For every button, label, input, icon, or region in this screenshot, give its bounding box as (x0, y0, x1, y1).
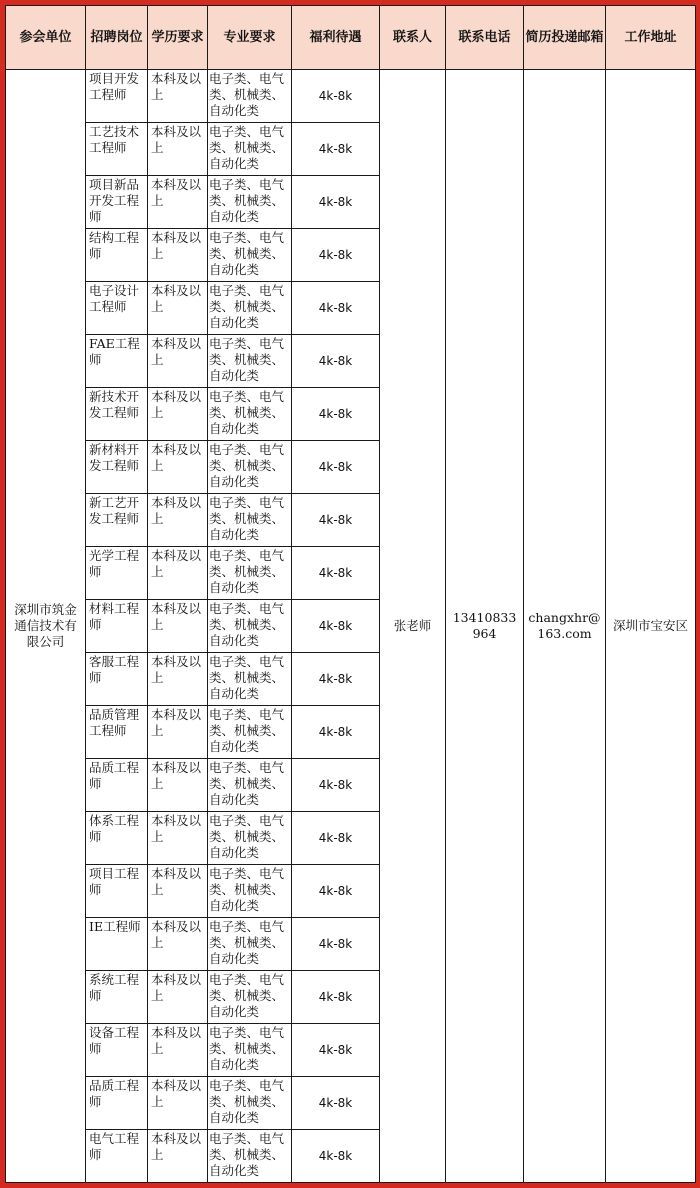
salary-cell: 4k-8k (292, 918, 380, 971)
position-cell: 材料工程师 (86, 600, 148, 653)
education-cell: 本科及以上 (148, 1077, 208, 1130)
major-cell: 电子类、电气类、机械类、自动化类 (208, 865, 292, 918)
salary-cell: 4k-8k (292, 812, 380, 865)
header-email: 简历投递邮箱 (524, 6, 606, 70)
page-frame (5, 5, 695, 1183)
major-cell: 电子类、电气类、机械类、自动化类 (208, 282, 292, 335)
header-contact: 联系人 (380, 6, 446, 70)
major-cell: 电子类、电气类、机械类、自动化类 (208, 494, 292, 547)
education-cell: 本科及以上 (148, 759, 208, 812)
major-cell: 电子类、电气类、机械类、自动化类 (208, 547, 292, 600)
major-cell: 电子类、电气类、机械类、自动化类 (208, 653, 292, 706)
education-cell: 本科及以上 (148, 388, 208, 441)
salary-cell: 4k-8k (292, 335, 380, 388)
header-salary: 福利待遇 (292, 6, 380, 70)
education-cell: 本科及以上 (148, 1130, 208, 1183)
salary-cell: 4k-8k (292, 706, 380, 759)
education-cell: 本科及以上 (148, 653, 208, 706)
education-cell: 本科及以上 (148, 812, 208, 865)
salary-cell: 4k-8k (292, 388, 380, 441)
major-cell: 电子类、电气类、机械类、自动化类 (208, 971, 292, 1024)
email-cell: changxhr@163.com (524, 70, 606, 1183)
major-cell: 电子类、电气类、机械类、自动化类 (208, 600, 292, 653)
position-cell: FAE工程师 (86, 335, 148, 388)
header-address: 工作地址 (606, 6, 696, 70)
recruitment-table (5, 5, 696, 1183)
position-cell: 客服工程师 (86, 653, 148, 706)
salary-cell: 4k-8k (292, 70, 380, 123)
major-cell: 电子类、电气类、机械类、自动化类 (208, 123, 292, 176)
position-cell: 新材料开发工程师 (86, 441, 148, 494)
salary-cell: 4k-8k (292, 123, 380, 176)
job-table-body (6, 70, 696, 1183)
header-education: 学历要求 (148, 6, 208, 70)
table-row (6, 70, 696, 123)
major-cell: 电子类、电气类、机械类、自动化类 (208, 441, 292, 494)
position-cell: 品质管理工程师 (86, 706, 148, 759)
major-cell: 电子类、电气类、机械类、自动化类 (208, 388, 292, 441)
major-cell: 电子类、电气类、机械类、自动化类 (208, 706, 292, 759)
major-cell: 电子类、电气类、机械类、自动化类 (208, 1024, 292, 1077)
position-cell: 电气工程师 (86, 1130, 148, 1183)
position-cell: 系统工程师 (86, 971, 148, 1024)
position-cell: 项目新品开发工程师 (86, 176, 148, 229)
major-cell: 电子类、电气类、机械类、自动化类 (208, 918, 292, 971)
education-cell: 本科及以上 (148, 706, 208, 759)
header-major: 专业要求 (208, 6, 292, 70)
major-cell: 电子类、电气类、机械类、自动化类 (208, 1130, 292, 1183)
salary-cell: 4k-8k (292, 441, 380, 494)
position-cell: 光学工程师 (86, 547, 148, 600)
major-cell: 电子类、电气类、机械类、自动化类 (208, 176, 292, 229)
salary-cell: 4k-8k (292, 971, 380, 1024)
salary-cell: 4k-8k (292, 282, 380, 335)
header-company: 参会单位 (6, 6, 86, 70)
education-cell: 本科及以上 (148, 335, 208, 388)
salary-cell: 4k-8k (292, 229, 380, 282)
position-cell: 工艺技术工程师 (86, 123, 148, 176)
position-cell: 新工艺开发工程师 (86, 494, 148, 547)
education-cell: 本科及以上 (148, 918, 208, 971)
company-cell: 深圳市筑金通信技术有限公司 (6, 70, 86, 1183)
education-cell: 本科及以上 (148, 600, 208, 653)
phone-cell: 13410833964 (446, 70, 524, 1183)
header-phone: 联系电话 (446, 6, 524, 70)
position-cell: 项目工程师 (86, 865, 148, 918)
header-position: 招聘岗位 (86, 6, 148, 70)
salary-cell: 4k-8k (292, 1024, 380, 1077)
salary-cell: 4k-8k (292, 494, 380, 547)
education-cell: 本科及以上 (148, 494, 208, 547)
salary-cell: 4k-8k (292, 1130, 380, 1183)
position-cell: 电子设计工程师 (86, 282, 148, 335)
position-cell: 项目开发工程师 (86, 70, 148, 123)
address-cell: 深圳市宝安区 (606, 70, 696, 1183)
education-cell: 本科及以上 (148, 1024, 208, 1077)
header-row (6, 6, 696, 70)
major-cell: 电子类、电气类、机械类、自动化类 (208, 759, 292, 812)
salary-cell: 4k-8k (292, 547, 380, 600)
position-cell: 结构工程师 (86, 229, 148, 282)
position-cell: 新技术开发工程师 (86, 388, 148, 441)
education-cell: 本科及以上 (148, 547, 208, 600)
education-cell: 本科及以上 (148, 865, 208, 918)
education-cell: 本科及以上 (148, 441, 208, 494)
education-cell: 本科及以上 (148, 282, 208, 335)
position-cell: IE工程师 (86, 918, 148, 971)
position-cell: 品质工程师 (86, 1077, 148, 1130)
education-cell: 本科及以上 (148, 971, 208, 1024)
position-cell: 品质工程师 (86, 759, 148, 812)
education-cell: 本科及以上 (148, 70, 208, 123)
major-cell: 电子类、电气类、机械类、自动化类 (208, 335, 292, 388)
major-cell: 电子类、电气类、机械类、自动化类 (208, 70, 292, 123)
education-cell: 本科及以上 (148, 176, 208, 229)
salary-cell: 4k-8k (292, 1077, 380, 1130)
major-cell: 电子类、电气类、机械类、自动化类 (208, 1077, 292, 1130)
salary-cell: 4k-8k (292, 865, 380, 918)
position-cell: 设备工程师 (86, 1024, 148, 1077)
salary-cell: 4k-8k (292, 176, 380, 229)
major-cell: 电子类、电气类、机械类、自动化类 (208, 229, 292, 282)
education-cell: 本科及以上 (148, 123, 208, 176)
contact-cell: 张老师 (380, 70, 446, 1183)
education-cell: 本科及以上 (148, 229, 208, 282)
salary-cell: 4k-8k (292, 759, 380, 812)
salary-cell: 4k-8k (292, 653, 380, 706)
position-cell: 体系工程师 (86, 812, 148, 865)
salary-cell: 4k-8k (292, 600, 380, 653)
major-cell: 电子类、电气类、机械类、自动化类 (208, 812, 292, 865)
